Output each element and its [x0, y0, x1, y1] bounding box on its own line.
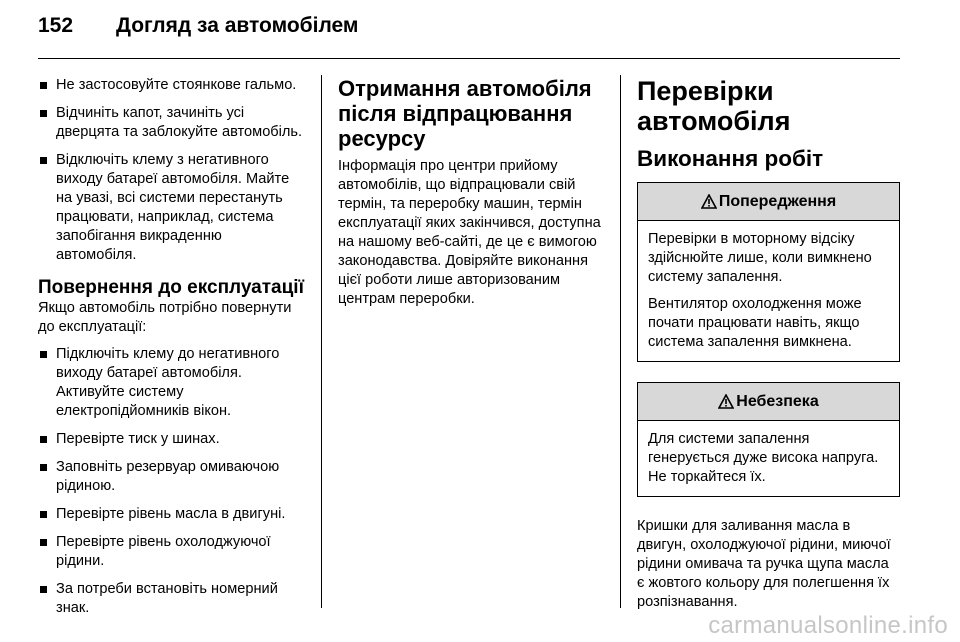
warning-box [637, 182, 900, 362]
list-item: Не застосовуйте стоянкове гальмо. [38, 76, 306, 95]
list-item: Заповніть резервуар омиваючою рідиною. [38, 458, 306, 496]
square-bullet-icon [40, 464, 47, 471]
square-bullet-icon [40, 436, 47, 443]
square-bullet-icon [40, 511, 47, 518]
square-bullet-icon [40, 82, 47, 89]
square-bullet-icon [40, 586, 47, 593]
danger-box [637, 382, 900, 497]
bullet-list-bottom [38, 345, 306, 618]
square-bullet-icon [40, 110, 47, 117]
section-paragraph: Кришки для заливання масла в двигун, охолоджуючої рідини, миючої рідини омивача та ручка щупа масла є жовтого кольору для полегшення їх розпізнавання. [637, 518, 891, 610]
list-item: Перевірте рівень масла в двигуні. [38, 505, 306, 524]
warning-triangle-icon [718, 394, 734, 409]
list-item: Перевірте рівень охолоджуючої рідини. [38, 533, 306, 571]
column-divider [620, 75, 621, 608]
section-paragraph: Інформація про центри прийому автомобілів, що відпрацювали свій термін, та переробку машин, термін експлуатації яких закінчився, доступна на нашому веб-сайті, де це є вимогою законодавства. Довіряйте виконання цієї роботи лише авторизованим центрам переробки. [338, 158, 601, 307]
square-bullet-icon [40, 351, 47, 358]
section-heading: Виконання робіт [637, 146, 824, 171]
section-heading: Повернення до експлуатації [38, 277, 304, 298]
column-3 [637, 76, 900, 612]
chapter-heading: Перевірки автомобіля [637, 76, 791, 136]
warning-box-title: Попередження [718, 192, 837, 210]
section-heading: Отримання автомобіля після відпрацювання ресурсу [338, 76, 592, 151]
danger-paragraph: Для системи запалення генерується дуже висока напруга. Не торкайтеся їх. [648, 431, 879, 485]
danger-box-header [638, 383, 899, 421]
column-2 [338, 76, 608, 309]
warning-paragraph: Перевірки в моторному відсіку здійснюйте лише, коли вимкнено систему запалення. [648, 231, 872, 285]
page-number: 152 [38, 14, 74, 37]
page-header [38, 0, 900, 59]
square-bullet-icon [40, 157, 47, 164]
section-intro: Якщо автомобіль потрібно повернути до експлуатації: [38, 300, 292, 335]
list-item: Підключіть клему до негативного виходу батареї автомобіля. Активуйте систему електропідйомників вікон. [38, 345, 306, 421]
column-divider [321, 75, 322, 608]
page-title: Догляд за автомобілем [116, 14, 359, 37]
danger-box-body [638, 421, 899, 496]
watermark: carmanualsonline.info [708, 612, 948, 639]
warning-triangle-icon [701, 194, 717, 209]
warning-box-body [638, 221, 899, 361]
warning-paragraph: Вентилятор охолодження може почати працювати навіть, якщо система запалення вимкнена. [648, 296, 862, 350]
danger-box-title: Небезпека [736, 392, 819, 410]
list-item: За потреби встановіть номерний знак. [38, 580, 306, 618]
bullet-list-top [38, 76, 306, 265]
square-bullet-icon [40, 539, 47, 546]
list-item: Відчиніть капот, зачиніть усі дверцята та заблокуйте автомобіль. [38, 104, 306, 142]
column-1 [38, 76, 306, 627]
list-item: Перевірте тиск у шинах. [38, 430, 306, 449]
list-item: Відключіть клему з негативного виходу батареї автомобіля. Майте на увазі, всі системи перестануть працювати, наприклад, система запобігання викраденню автомобіля. [38, 151, 306, 265]
warning-box-header [638, 183, 899, 221]
